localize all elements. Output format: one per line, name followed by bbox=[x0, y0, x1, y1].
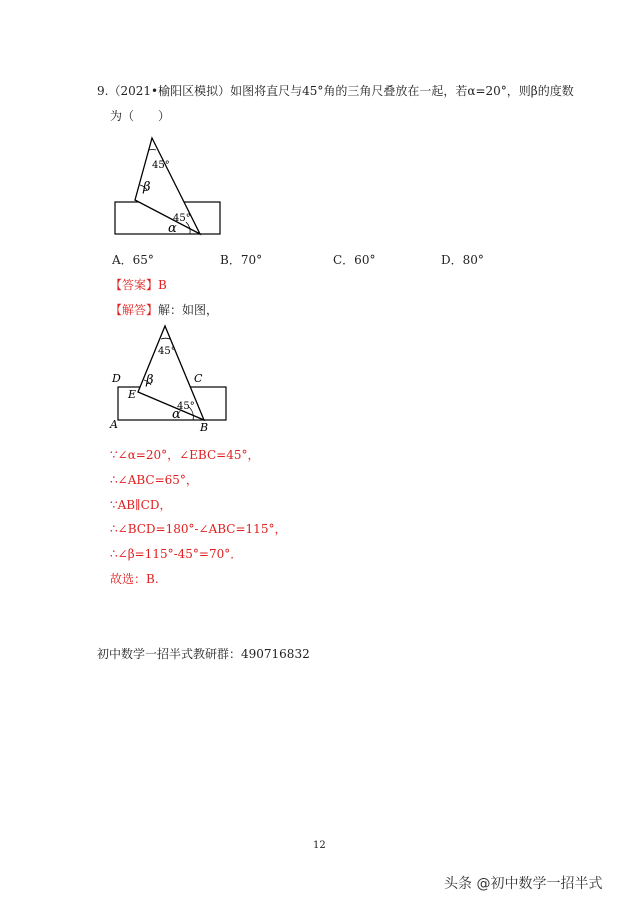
footer-group-text: 初中数学一招半式教研群：490716832 bbox=[97, 647, 310, 661]
point-D: D bbox=[112, 372, 121, 385]
analysis-line bbox=[110, 301, 218, 318]
question-text-line1: 9.（2021•榆阳区模拟）如图将直尺与45°角的三角尺叠放在一起，若α=20°，则β的度数 bbox=[97, 84, 574, 98]
fig1-alpha: α bbox=[168, 221, 177, 236]
choice-a: A．65° bbox=[112, 253, 154, 267]
fig1-top-angle: 45° bbox=[152, 160, 170, 171]
point-E: E bbox=[128, 388, 137, 401]
fig1-beta: β bbox=[143, 180, 151, 195]
point-C: C bbox=[194, 372, 203, 385]
choice-b: B．70° bbox=[220, 253, 263, 267]
fig2-alpha: α bbox=[172, 407, 181, 422]
watermark: 头条 @初中数学一招半式 bbox=[444, 876, 603, 892]
analysis-tag: 【解答】 bbox=[110, 303, 159, 317]
choice-d: D．80° bbox=[441, 253, 484, 267]
point-B: B bbox=[200, 421, 209, 432]
page-number: 12 bbox=[313, 840, 326, 851]
answer-tag: 【答案】 bbox=[110, 278, 159, 292]
fig2-inner-angle: 45° bbox=[177, 401, 195, 412]
choice-c: C．60° bbox=[333, 253, 376, 267]
step-2: ∴∠ABC=65°， bbox=[110, 473, 198, 487]
answer-value: B bbox=[158, 278, 167, 292]
answer-line bbox=[110, 276, 167, 293]
step-5: ∴∠β=115°-45°=70°． bbox=[110, 547, 243, 561]
figure-solution bbox=[105, 320, 235, 432]
step-6: 故选：B. bbox=[110, 572, 159, 586]
question-text-line2: 为（ ） bbox=[110, 109, 171, 123]
step-3: ∵AB∥CD， bbox=[110, 498, 172, 512]
fig1-inner-angle: 45° bbox=[173, 213, 191, 224]
fig2-top-angle: 45° bbox=[158, 346, 176, 357]
analysis-text: 解：如图， bbox=[158, 303, 219, 317]
fig2-beta: β bbox=[146, 373, 154, 388]
step-4: ∴∠BCD=180°-∠ABC=115°， bbox=[110, 522, 287, 536]
step-1: ∵∠α=20°，∠EBC=45°， bbox=[110, 448, 260, 462]
figure-ruler-triangle bbox=[110, 130, 230, 240]
point-A: A bbox=[110, 418, 118, 431]
